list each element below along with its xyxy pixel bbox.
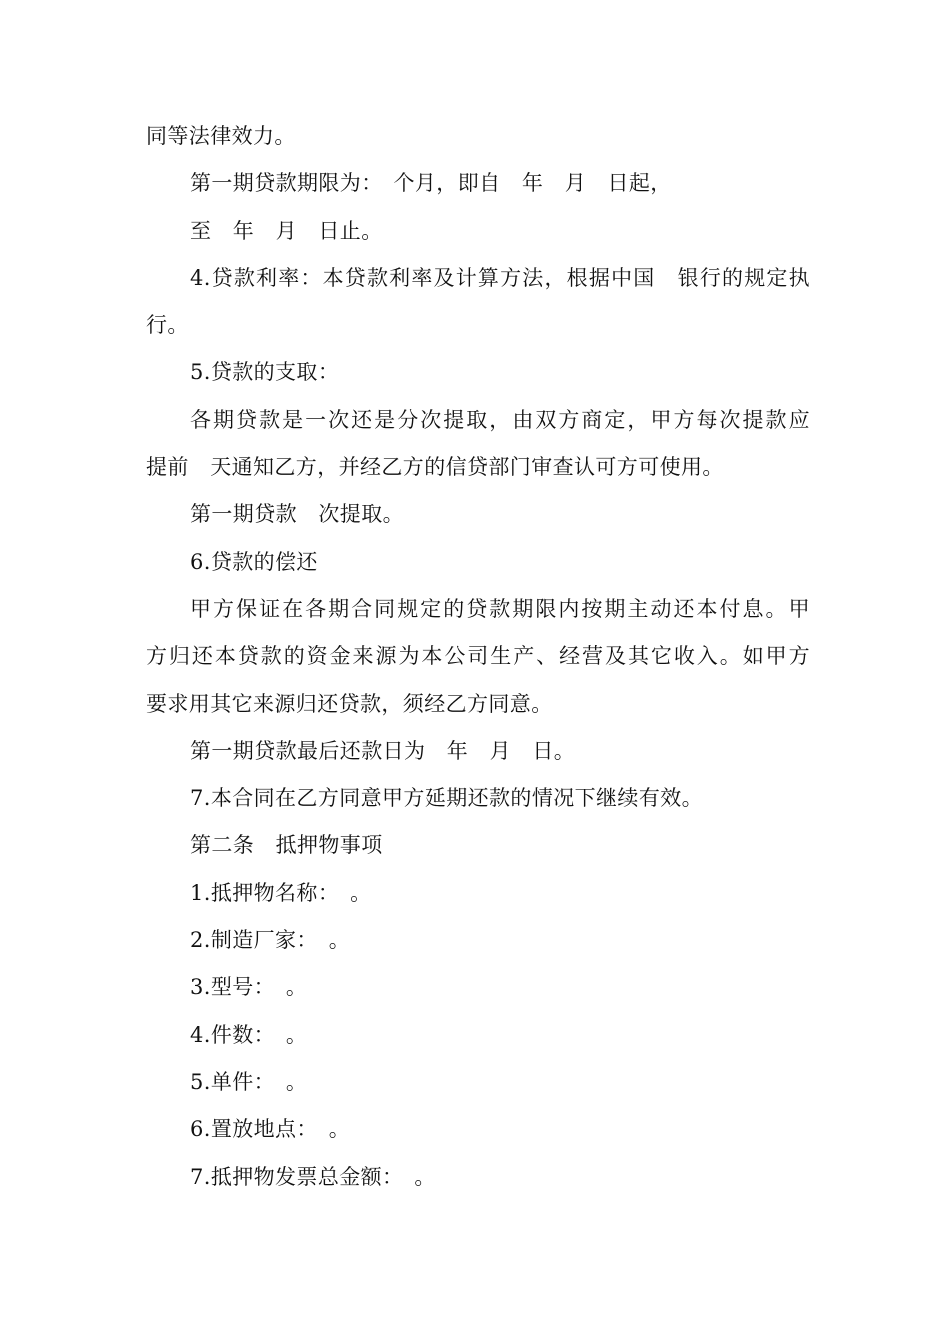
paragraph-line: 提前 天通知乙方，并经乙方的信贷部门审查认可方可使用。 <box>146 455 724 480</box>
paragraph-line: 至 年 月 日止。 <box>190 218 383 243</box>
paragraph-line: 4.贷款利率：本贷款利率及计算方法，根据中国 银行的规定执 <box>190 265 810 290</box>
article-heading: 第二条 抵押物事项 <box>190 833 383 858</box>
paragraph-line: 要求用其它来源归还贷款，须经乙方同意。 <box>146 691 553 716</box>
document-body <box>146 113 810 1201</box>
list-item: 4.件数： 。 <box>190 1022 308 1047</box>
list-item: 3.型号： 。 <box>190 975 308 1000</box>
paragraph-line: 第一期贷款最后还款日为 年 月 日。 <box>190 738 576 763</box>
list-item: 1.抵押物名称： 。 <box>190 880 372 905</box>
section-heading: 6.贷款的偿还 <box>190 549 318 574</box>
paragraph-line: 第一期贷款期限为： 个月，即自 年 月 日起， <box>190 171 672 196</box>
paragraph-line: 7.本合同在乙方同意甲方延期还款的情况下继续有效。 <box>190 786 704 811</box>
list-item: 7.抵押物发票总金额： 。 <box>190 1164 436 1189</box>
paragraph-line: 甲方保证在各期合同规定的贷款期限内按期主动还本付息。甲 <box>190 596 810 621</box>
paragraph-line: 行。 <box>146 313 189 338</box>
list-item: 5.单件： 。 <box>190 1069 308 1094</box>
list-item: 2.制造厂家： 。 <box>190 928 351 953</box>
section-heading: 5.贷款的支取： <box>190 360 340 385</box>
paragraph-line: 各期贷款是一次还是分次提取，由双方商定，甲方每次提款应 <box>190 407 810 432</box>
list-item: 6.置放地点： 。 <box>190 1117 351 1142</box>
paragraph-line: 第一期贷款 次提取。 <box>190 502 404 527</box>
paragraph-line: 方归还本贷款的资金来源为本公司生产、经营及其它收入。如甲方 <box>146 644 810 669</box>
paragraph-line: 同等法律效力。 <box>146 124 296 148</box>
